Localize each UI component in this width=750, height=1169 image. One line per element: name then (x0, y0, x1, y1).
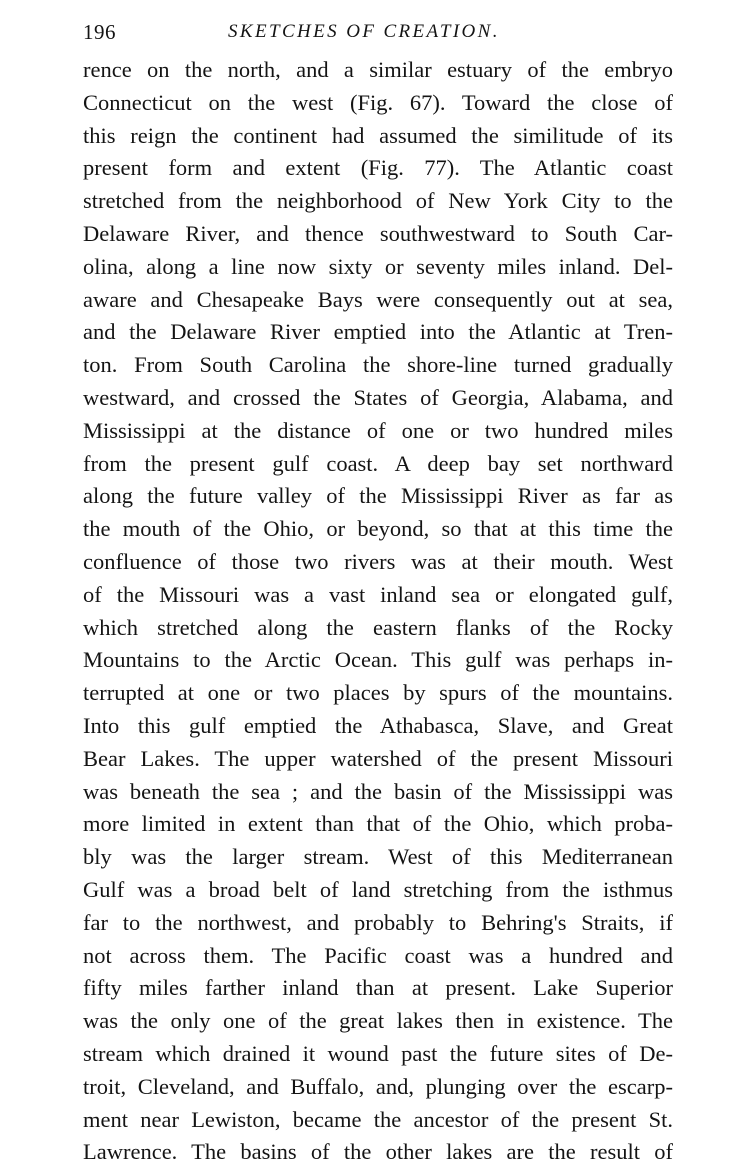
text-line: Delaware River, and thence southwestward to South Car- (83, 220, 673, 246)
text-line: bly was the larger stream. West of this Mediterranean (83, 844, 673, 870)
text-line: present form and extent (Fig. 77). The Atlantic coast (83, 155, 673, 181)
text-line: Mississippi at the distance of one or two hundred miles (83, 417, 673, 443)
text-line: troit, Cleveland, and Buffalo, and, plunging over the escarp- (83, 1073, 673, 1099)
text-line: far to the northwest, and probably to Behring's Straits, if (83, 909, 673, 935)
text-line: the mouth of the Ohio, or beyond, so that at this time the (83, 516, 673, 542)
text-line: of the Missouri was a vast inland sea or elongated gulf, (83, 581, 673, 607)
running-title: SKETCHES OF CREATION. (228, 21, 500, 42)
text-line: rence on the north, and a similar estuary of the embryo (83, 57, 673, 82)
text-line: Bear Lakes. The upper watershed of the present Missouri (83, 745, 673, 771)
body-text (83, 54, 673, 1169)
text-line: not across them. The Pacific coast was a hundred and (83, 942, 673, 968)
running-head (83, 14, 673, 46)
text-line: westward, and crossed the States of Georgia, Alabama, and (83, 384, 673, 410)
text-line: stretched from the neighborhood of New York City to the (83, 188, 673, 214)
text-line: was the only one of the great lakes then in existence. The (83, 1008, 673, 1034)
text-line: Gulf was a broad belt of land stretching from the isthmus (83, 876, 673, 902)
text-line: stream which drained it wound past the future sites of De- (83, 1040, 673, 1066)
text-line: from the present gulf coast. A deep bay set northward (83, 450, 673, 476)
text-line: Into this gulf emptied the Athabasca, Slave, and Great (83, 712, 673, 738)
text-line: Mountains to the Arctic Ocean. This gulf was perhaps in- (83, 647, 673, 673)
text-line: ton. From South Carolina the shore-line turned gradually (83, 352, 673, 378)
text-line: terrupted at one or two places by spurs of the mountains. (83, 680, 673, 706)
text-line: Lawrence. The basins of the other lakes are the result of (83, 1139, 673, 1165)
text-line: this reign the continent had assumed the similitude of its (83, 122, 673, 148)
text-line: along the future valley of the Mississippi River as far as (83, 483, 673, 509)
text-line: fifty miles farther inland than at present. Lake Superior (83, 975, 673, 1001)
text-line: ment near Lewiston, became the ancestor of the present St. (83, 1106, 673, 1132)
text-line: was beneath the sea ; and the basin of the Mississippi was (83, 778, 673, 804)
page-number: 196 (83, 20, 116, 44)
text-line: Connecticut on the west (Fig. 67). Toward the close of (83, 89, 673, 115)
text-line: olina, along a line now sixty or seventy miles inland. Del- (83, 253, 673, 279)
text-line: confluence of those two rivers was at their mouth. West (83, 548, 673, 574)
text-line: and the Delaware River emptied into the Atlantic at Tren- (83, 319, 673, 345)
text-line: which stretched along the eastern flanks of the Rocky (83, 614, 673, 640)
text-line: more limited in extent than that of the Ohio, which proba- (83, 811, 673, 837)
text-line: aware and Chesapeake Bays were consequently out at sea, (83, 286, 673, 312)
